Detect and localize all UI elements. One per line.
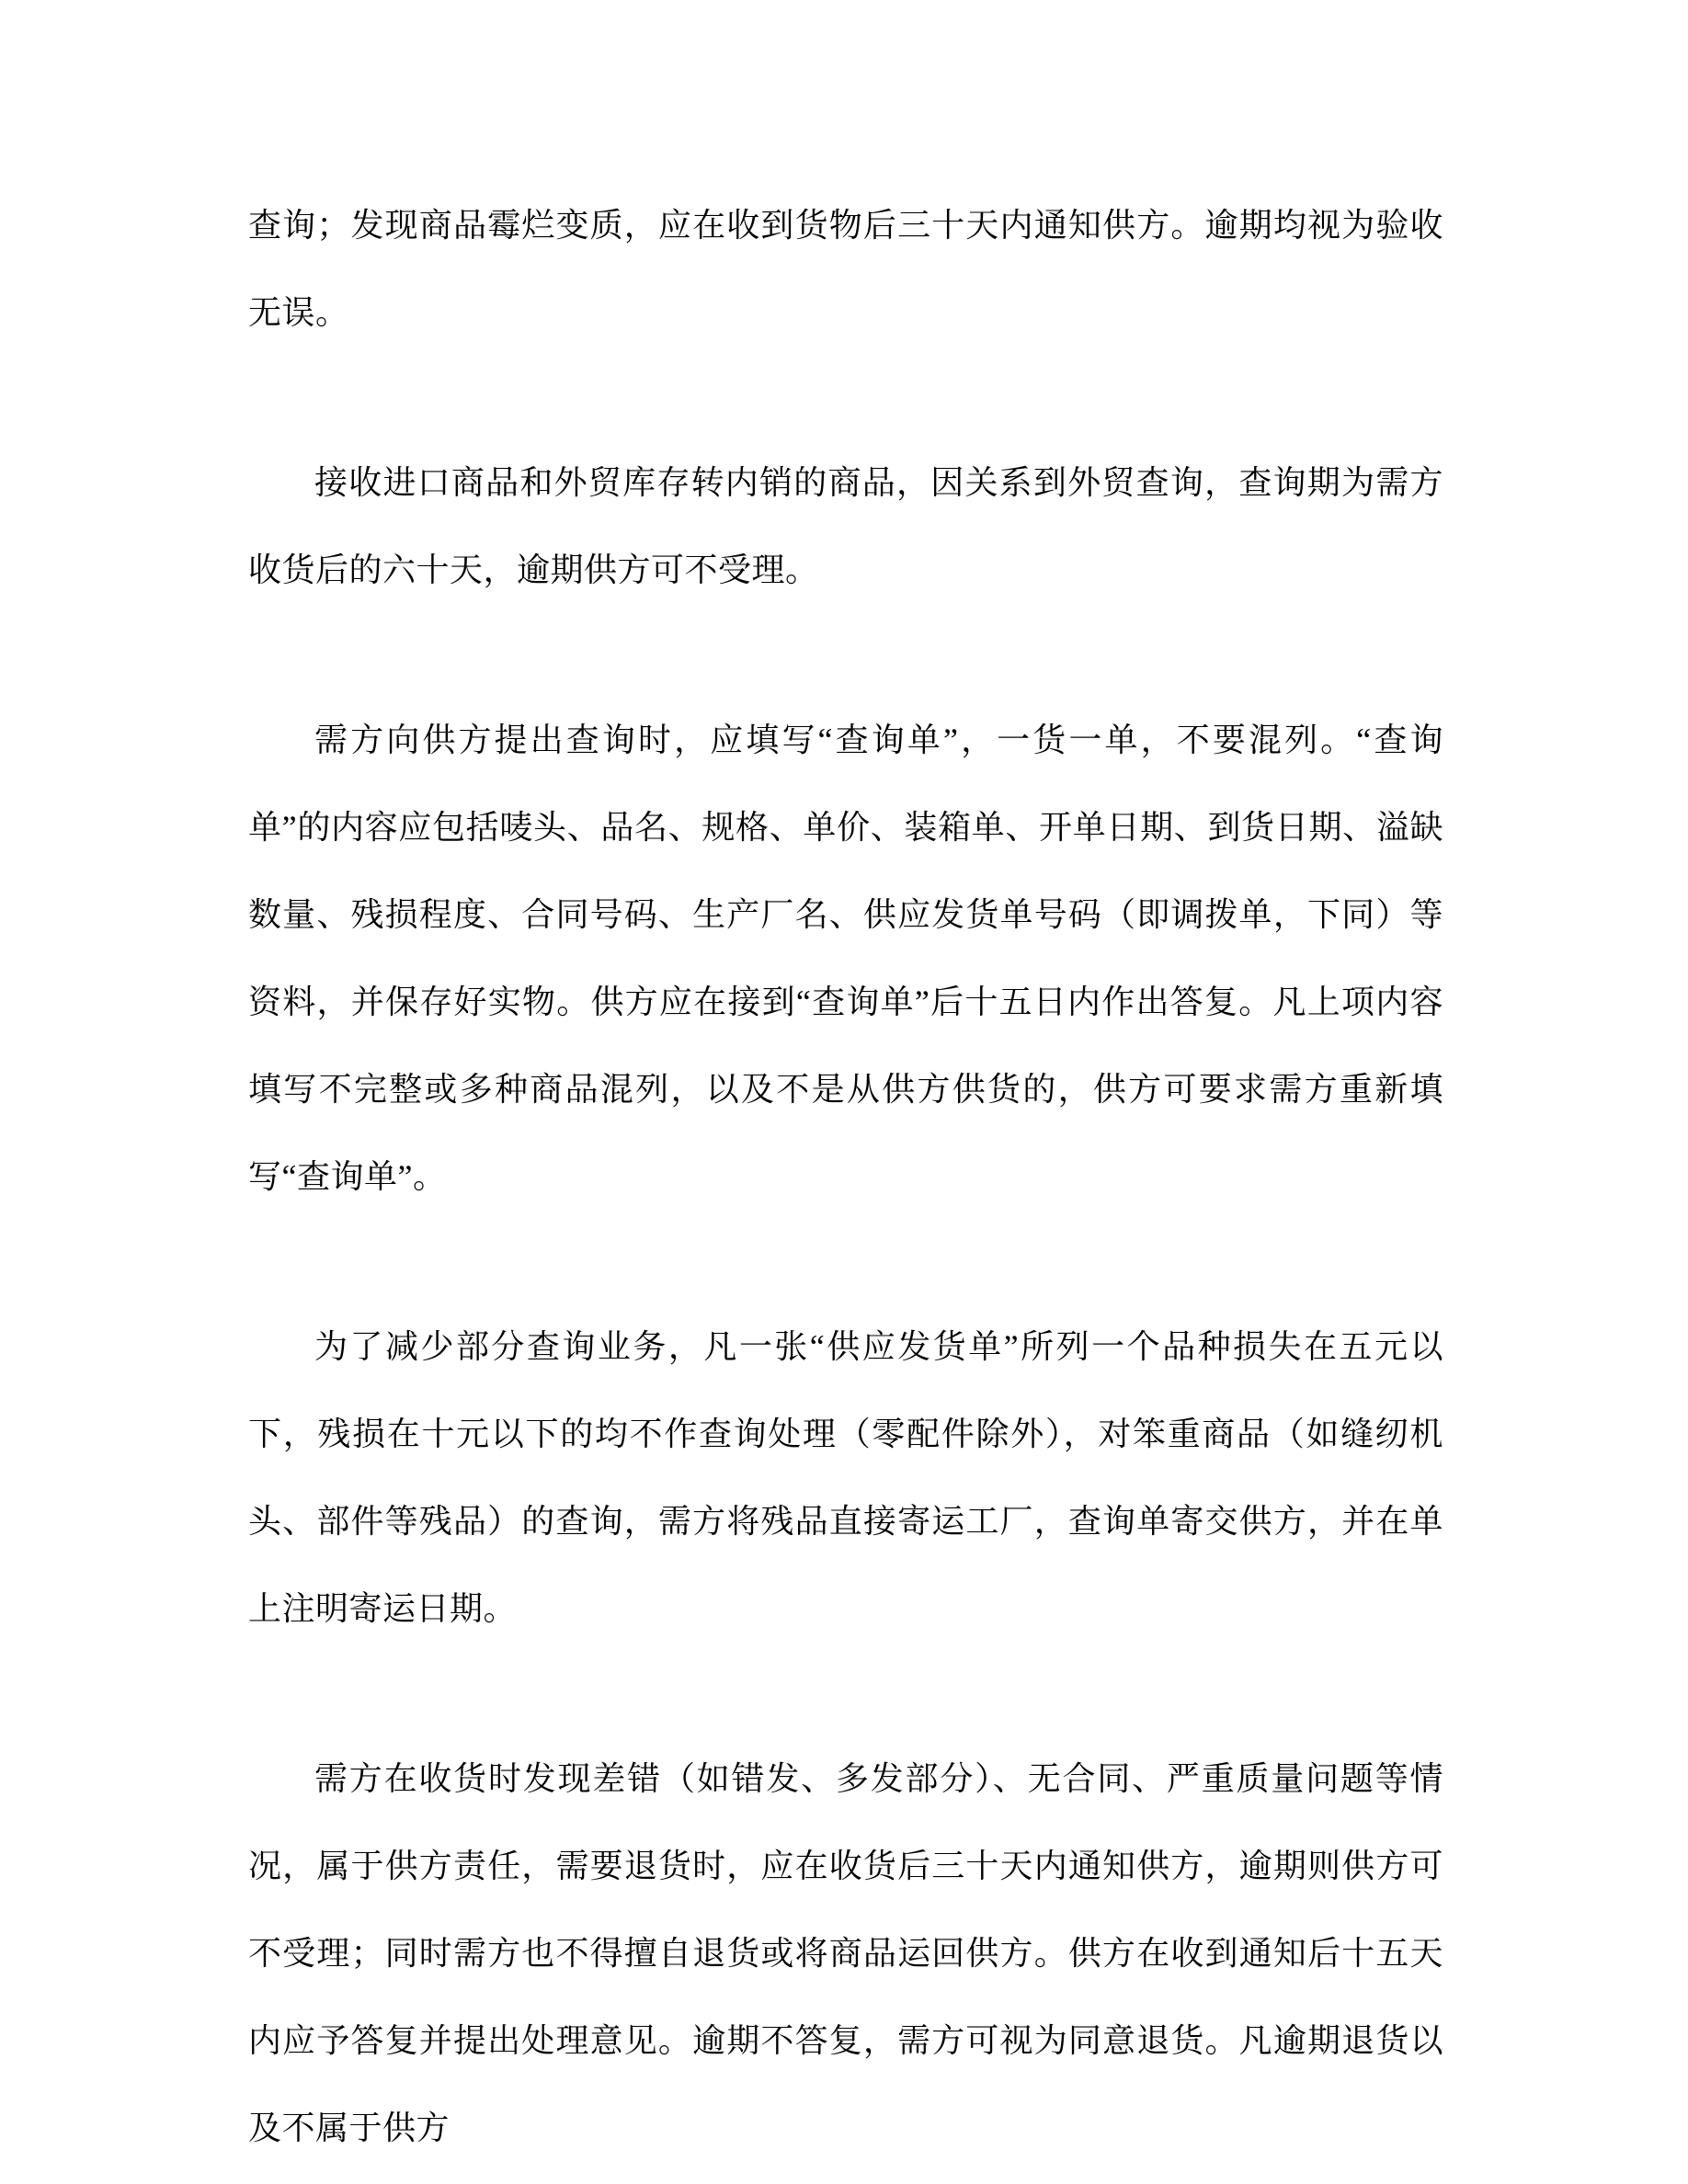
paragraph-5: 需方在收货时发现差错（如错发、多发部分）、无合同、严重质量问题等情况，属于供方责任，需要退货时，应在收货后三十天内通知供方，逾期则供方可不受理；同时需方也不得擅自退货或将商品运回供方。供方在收到通知后十五天内应予答复并提出处理意见。逾期不答复，需方可视为同意退货。凡逾期退货以及不属于供方	[248, 1760, 1443, 2146]
paragraph-4: 为了减少部分查询业务，凡一张“供应发货单”所列一个品种损失在五元以下，残损在十元以下的均不作查询处理（零配件除外），对笨重商品（如缝纫机头、部件等残品）的查询，需方将残品直接寄运工厂，查询单寄交供方，并在单上注明寄运日期。	[248, 1328, 1443, 1627]
paragraph-1: 查询；发现商品霉烂变质，应在收到货物后三十天内通知供方。逾期均视为验收无误。	[248, 207, 1443, 331]
document-body-text	[248, 182, 1443, 2172]
paragraph-2: 接收进口商品和外贸库存转内销的商品，因关系到外贸查询，查询期为需方收货后的六十天，逾期供方可不受理。	[248, 464, 1443, 588]
paragraph-3: 需方向供方提出查询时，应填写“查询单”，一货一单，不要混列。“查询单”的内容应包括唛头、品名、规格、单价、装箱单、开单日期、到货日期、溢缺数量、残损程度、合同号码、生产厂名、供应发货单号码（即调拨单，下同）等资料，并保存好实物。供方应在接到“查询单”后十五日内作出答复。凡上项内容填写不完整或多种商品混列，以及不是从供方供货的，供方可要求需方重新填写“查询单”。	[248, 722, 1443, 1195]
